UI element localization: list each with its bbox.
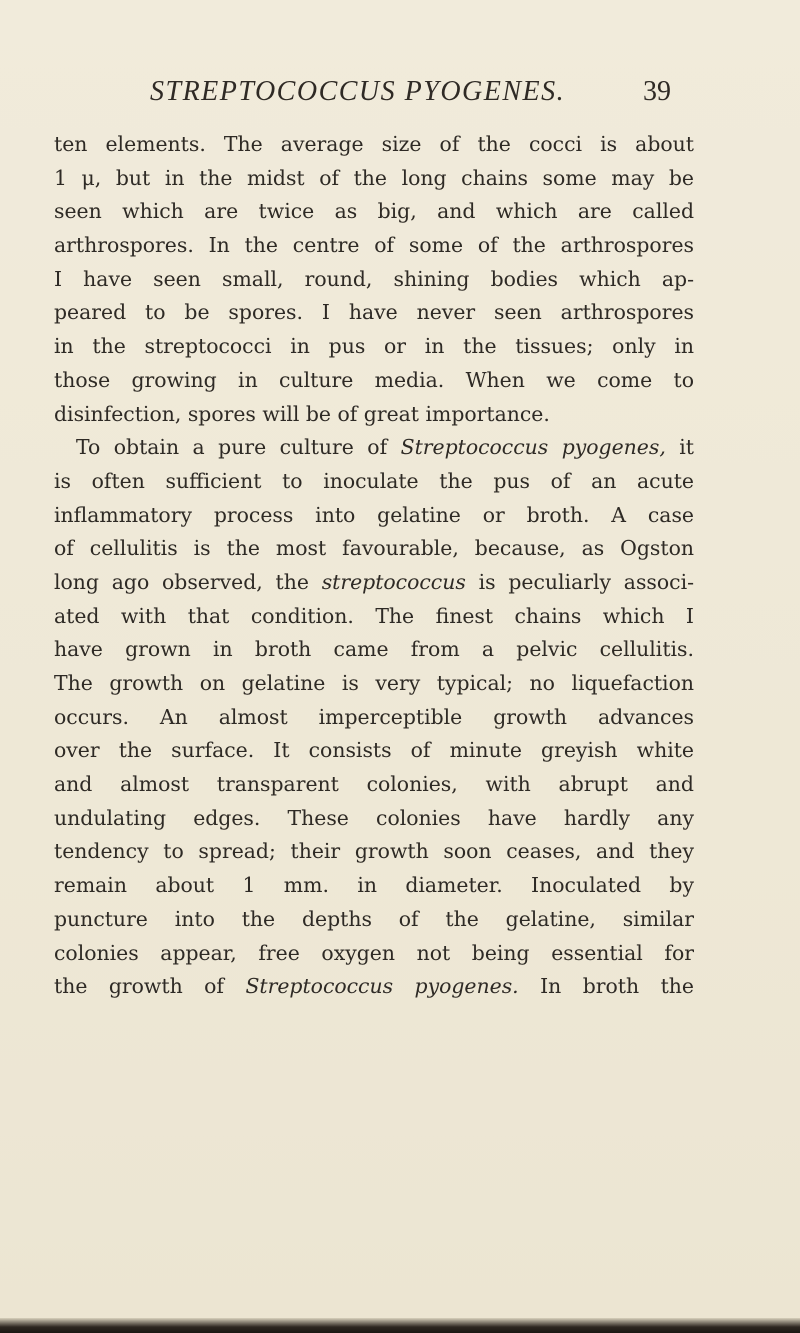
text-line: occurs. An almost imperceptible growth advances (54, 704, 694, 729)
species-name: Streptococcus pyogenes, (400, 435, 666, 460)
text-run: the growth of (54, 974, 246, 999)
running-head (0, 76, 800, 116)
text-line: inflammatory process into gelatine or broth. A case (54, 502, 694, 527)
text-line (54, 566, 694, 600)
text-line: ated with that condition. The finest chains which I (54, 603, 694, 628)
text-line: arthrospores. In the centre of some of the arthrospores (54, 233, 694, 258)
running-title: STREPTOCOCCUS PYOGENES. (150, 76, 566, 107)
text-line: ten elements. The average size of the cocci is about (54, 132, 694, 156)
text-line: and almost transparent colonies, with abrupt and (54, 772, 694, 797)
species-name: streptococcus (321, 569, 466, 594)
text-run: In broth the (518, 974, 694, 999)
text-run: long ago observed, the (54, 569, 322, 594)
text-line: tendency to spread; their growth soon ceases, and they (54, 839, 694, 864)
text-run: is peculiarly associ- (465, 569, 694, 594)
text-line: over the surface. It consists of minute greyish white (54, 738, 694, 763)
text-line: have grown in broth came from a pelvic cellulitis. (54, 637, 694, 662)
text-line: colonies appear, free oxygen not being essential for (54, 940, 694, 965)
text-run: To obtain a pure culture of (76, 435, 401, 460)
text-line: peared to be spores. I have never seen arthrospores (54, 300, 694, 325)
text-line: disinfection, spores will be of great importance. (54, 401, 550, 426)
text-line: 1 μ, but in the midst of the long chains some may be (54, 165, 694, 190)
text-line: of cellulitis is the most favourable, because, as Ogston (54, 536, 694, 561)
text-run: it (665, 435, 694, 460)
body-text (54, 128, 694, 1004)
text-line: The growth on gelatine is very typical; no liquefaction (54, 671, 694, 695)
text-line: remain about 1 mm. in diameter. Inoculated by (54, 873, 694, 898)
text-line: I have seen small, round, shining bodies which ap- (54, 266, 694, 291)
page-bottom-edge (0, 1318, 800, 1333)
text-line: puncture into the depths of the gelatine, similar (54, 906, 694, 931)
species-name: Streptococcus pyogenes. (245, 974, 519, 999)
text-line: those growing in culture media. When we come to (54, 367, 694, 392)
text-line: is often sufficient to inoculate the pus of an acute (54, 468, 694, 493)
text-line: undulating edges. These colonies have hardly any (54, 805, 694, 830)
text-line (54, 431, 694, 465)
page-number: 39 (643, 76, 671, 107)
text-line (54, 970, 694, 1004)
text-line: seen which are twice as big, and which are called (54, 199, 694, 224)
text-line: in the streptococci in pus or in the tissues; only in (54, 334, 694, 359)
